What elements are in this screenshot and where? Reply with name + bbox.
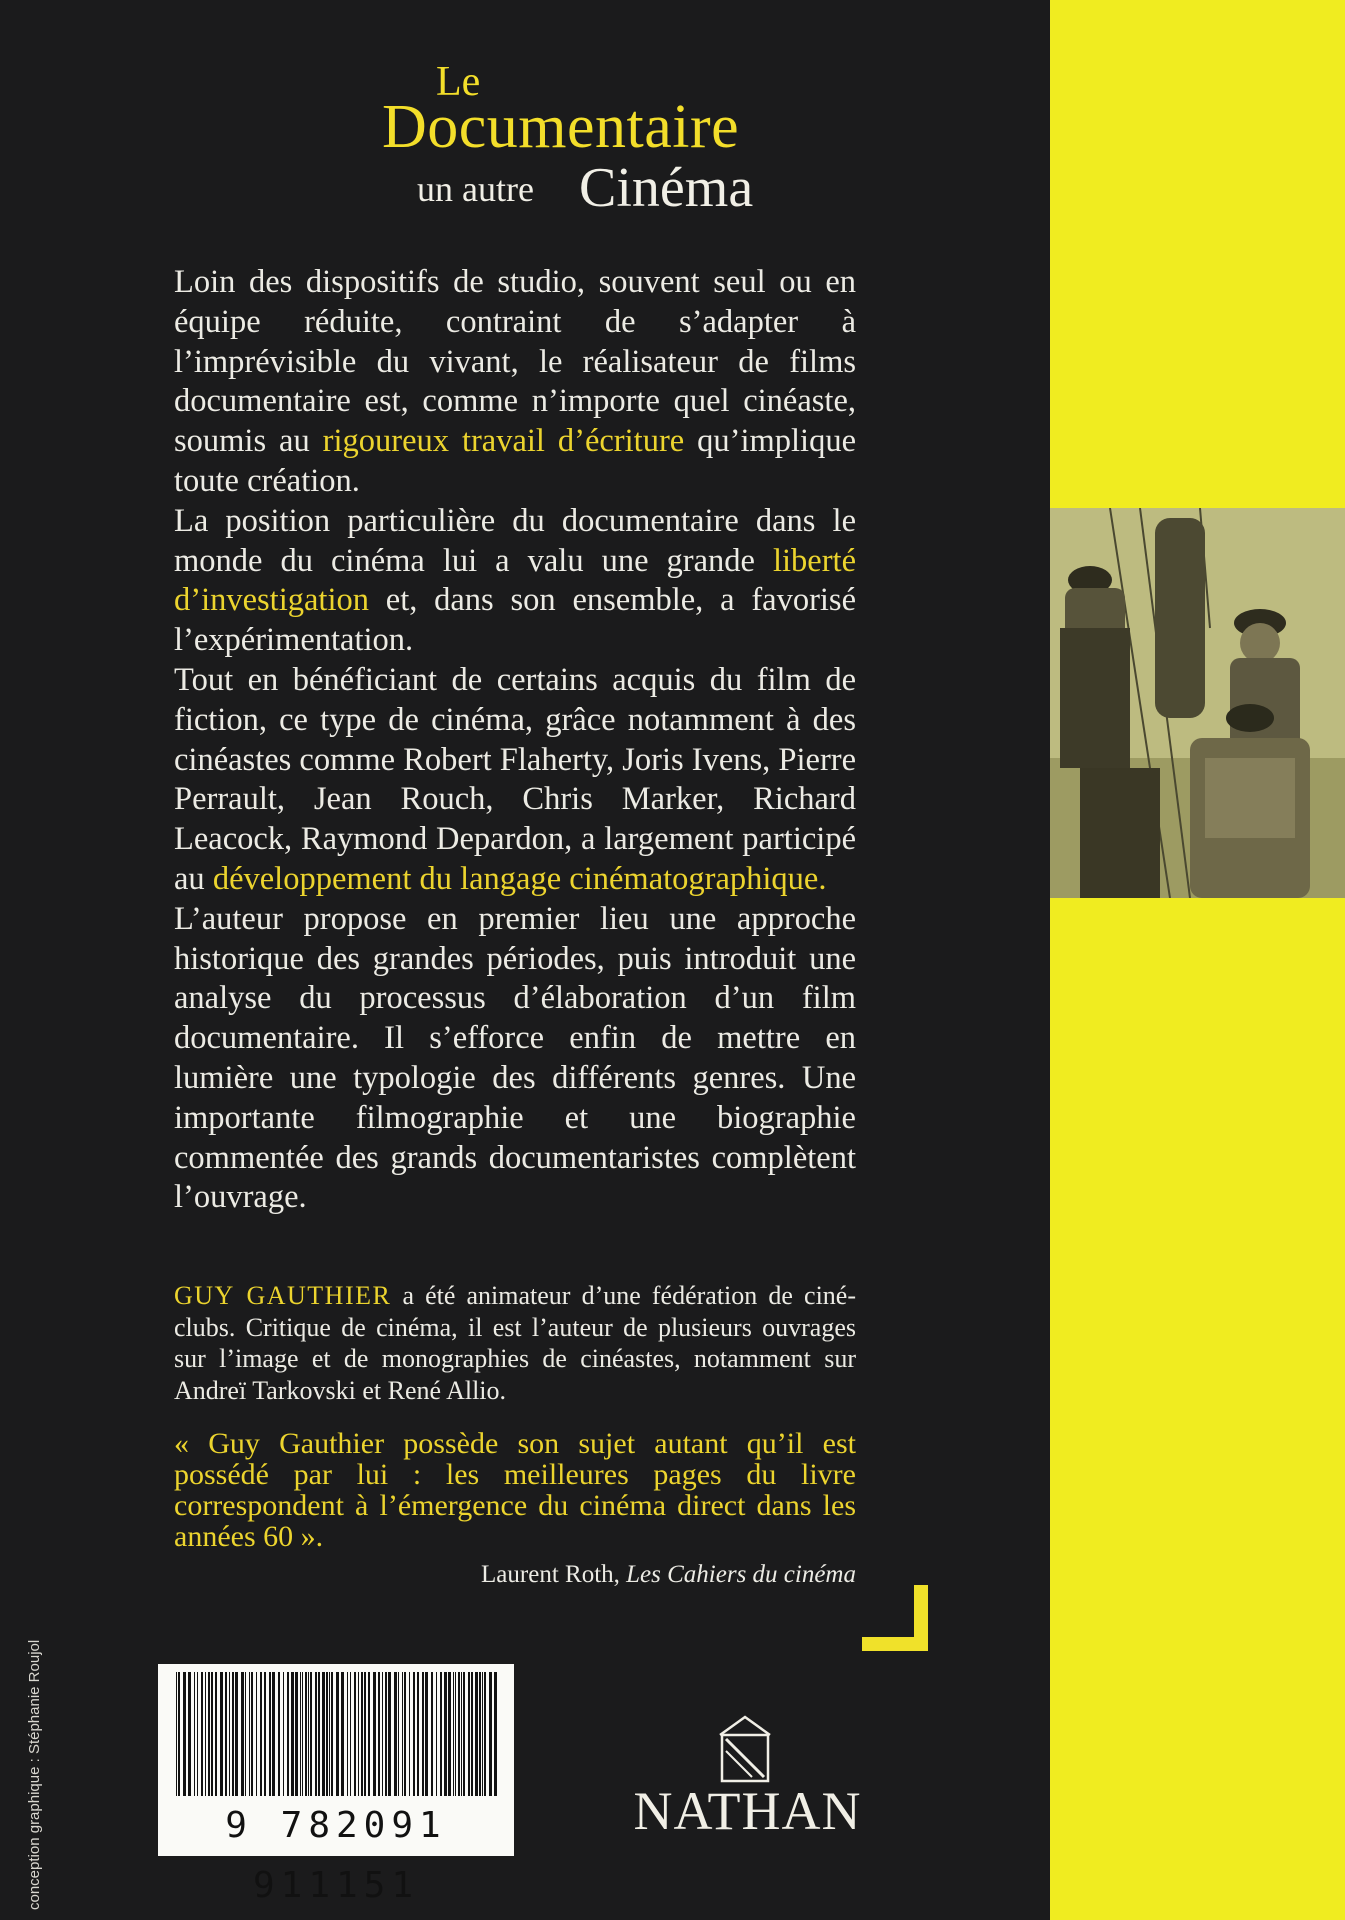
barcode-bar	[211, 1672, 213, 1796]
book-title	[380, 58, 880, 228]
barcode-bar	[368, 1672, 370, 1796]
title-un-autre: un autre	[417, 169, 534, 209]
barcode-bar	[453, 1672, 454, 1796]
barcode-bar	[382, 1672, 383, 1796]
blurb-paragraph-2: La position particulière du documentaire dans le monde du cinéma lui a valu une grande liberté d’investigation et, dans son ensemble, a favorisé l’expérimentation.	[174, 502, 856, 659]
barcode-bar	[431, 1672, 433, 1796]
title-documentaire: Documentaire	[382, 93, 740, 161]
barcode-bar	[194, 1672, 195, 1796]
quote-attribution	[380, 1561, 856, 1589]
barcode-bar	[241, 1672, 244, 1796]
barcode-bar	[269, 1672, 271, 1796]
barcode-bar	[256, 1672, 257, 1796]
barcode-bar	[322, 1672, 325, 1796]
design-credit: conception graphique : Stéphanie Roujol	[26, 1639, 43, 1910]
highlight-phrase: développement du langage cinématographique.	[212, 860, 827, 897]
barcode-bar	[489, 1672, 492, 1796]
press-quote: « Guy Gauthier possède son sujet autant qu’il est possédé par lui : les meilleures pages du livre correspondent à l’émergence du cinéma direct dans les années 60 ».	[174, 1427, 856, 1553]
isbn-barcode	[158, 1664, 514, 1906]
barcode-digits: 9 782091 911151	[225, 1805, 447, 1906]
barcode-bar	[494, 1672, 497, 1796]
barcode-bar	[197, 1672, 198, 1796]
barcode-bar	[272, 1672, 275, 1796]
barcode-bar	[394, 1672, 397, 1796]
blurb-paragraph-1: Loin des dispositifs de studio, souvent seul ou en équipe réduite, contraint de s’adapter à l’imprévisible du vivant, le réalisateur de films documentaire est, comme n’importe quel cinéaste, soumis au rigoureux travail d’écriture qu’implique toute création.	[174, 264, 857, 499]
barcode-bar	[229, 1672, 230, 1796]
blurb-paragraph-4: L’auteur propose en premier lieu une approche historique des grandes périodes, puis introduit une analyse du processus d’élaboration d’un film documentaire. Il s’efforce enfin de mettre en lumière une typologie des différents genres. Une importante filmographie et une biographie commentée des grands documentaristes complètent l’ouvrage.	[174, 900, 856, 1216]
barcode-bar	[354, 1672, 356, 1796]
barcode-bar	[413, 1672, 415, 1796]
barcode-bar	[225, 1672, 227, 1796]
barcode-bar	[315, 1672, 317, 1796]
title-cinema: Cinéma	[579, 157, 754, 219]
barcode-bar	[444, 1672, 447, 1796]
highlight-phrase: rigoureux travail d’écriture	[322, 423, 685, 460]
barcode-bar	[205, 1672, 206, 1796]
quote-author: Laurent Roth,	[481, 1561, 627, 1588]
barcode-bar	[302, 1672, 303, 1796]
title-le: Le	[436, 59, 481, 105]
barcode-bar	[295, 1672, 298, 1796]
barcode-bar	[183, 1672, 186, 1796]
barcode-bar	[341, 1672, 344, 1796]
barcode-bar	[347, 1672, 348, 1796]
barcode-bar	[176, 1672, 177, 1796]
barcode-bar	[305, 1672, 307, 1796]
author-bio	[174, 1280, 856, 1406]
barcode-bar	[364, 1672, 366, 1796]
barcode-bar	[461, 1672, 462, 1796]
barcode-bar	[358, 1672, 359, 1796]
barcode-bar	[417, 1672, 419, 1796]
barcode-bar	[178, 1672, 180, 1796]
corner-bracket-icon	[862, 1585, 928, 1651]
blurb-paragraph-3: Tout en bénéficiant de certains acquis du film de fiction, ce type de cinéma, grâce notamment à des cinéastes comme Robert Flaherty, Joris Ivens, Pierre Perrault, Jean Rouch, Chris Marker, Richard Leacock, Raymond Depardon, a largement participé au développement du langage cinématographique.	[174, 661, 857, 897]
barcode-bar	[373, 1672, 376, 1796]
barcode-bar	[300, 1672, 301, 1796]
barcode-bar	[484, 1672, 486, 1796]
barcode-bar	[188, 1672, 191, 1796]
barcode-bar	[326, 1672, 328, 1796]
barcode-bar	[468, 1672, 470, 1796]
barcode-bar	[220, 1672, 223, 1796]
barcode-bar	[448, 1672, 451, 1796]
barcode-bar	[291, 1672, 294, 1796]
barcode-bars	[158, 1664, 514, 1804]
quote-source: Les Cahiers du cinéma	[626, 1561, 856, 1588]
barcode-bar	[455, 1672, 456, 1796]
barcode-bar	[336, 1672, 339, 1796]
barcode-bar	[471, 1672, 473, 1796]
barcode-bar	[409, 1672, 410, 1796]
barcode-bar	[310, 1672, 312, 1796]
highlight-phrase: liberté d’investigation	[174, 542, 856, 619]
barcode-bar	[278, 1672, 280, 1796]
barcode-bar	[463, 1672, 465, 1796]
barcode-bar	[318, 1672, 320, 1796]
author-bio-text: a été animateur d’une fédération de ciné-clubs. Critique de cinéma, il est l’auteur de plusieurs ouvrages sur l’image et de monographies de cinéastes, notamment sur Andreï Tarkovski et René Allio.	[174, 1281, 856, 1405]
author-name: GUY GAUTHIER	[174, 1281, 392, 1310]
film-still-photo	[1050, 508, 1345, 898]
nathan-logo-icon	[718, 1715, 772, 1783]
barcode-bar	[378, 1672, 380, 1796]
barcode-bar	[398, 1672, 399, 1796]
publisher-name: NATHAN	[633, 1781, 862, 1841]
barcode-bar	[458, 1672, 460, 1796]
barcode-bar	[404, 1672, 406, 1796]
barcode-bar	[260, 1672, 262, 1796]
barcode-bar	[264, 1672, 266, 1796]
barcode-bar	[308, 1672, 309, 1796]
barcode-bar	[287, 1672, 289, 1796]
barcode-bar	[215, 1672, 217, 1796]
barcode-bar	[388, 1672, 391, 1796]
barcode-bar	[249, 1672, 250, 1796]
barcode-bar	[201, 1672, 203, 1796]
barcode-bar	[329, 1672, 330, 1796]
barcode-bar	[479, 1672, 481, 1796]
barcode-bar	[361, 1672, 363, 1796]
barcode-bar	[208, 1672, 210, 1796]
yellow-side-band	[1050, 0, 1345, 1920]
barcode-bar	[385, 1672, 387, 1796]
barcode-bar	[482, 1672, 483, 1796]
barcode-bar	[251, 1672, 253, 1796]
barcode-bar	[425, 1672, 428, 1796]
barcode-bar	[422, 1672, 424, 1796]
barcode-bar	[283, 1672, 284, 1796]
barcode-bar	[232, 1672, 234, 1796]
blurb-text	[174, 263, 856, 1218]
barcode-bar	[331, 1672, 333, 1796]
barcode-bar	[350, 1672, 351, 1796]
barcode-bar	[245, 1672, 246, 1796]
barcode-bar	[402, 1672, 403, 1796]
barcode-bar	[475, 1672, 478, 1796]
barcode-bar	[440, 1672, 442, 1796]
barcode-bar	[235, 1672, 238, 1796]
barcode-bar	[436, 1672, 437, 1796]
